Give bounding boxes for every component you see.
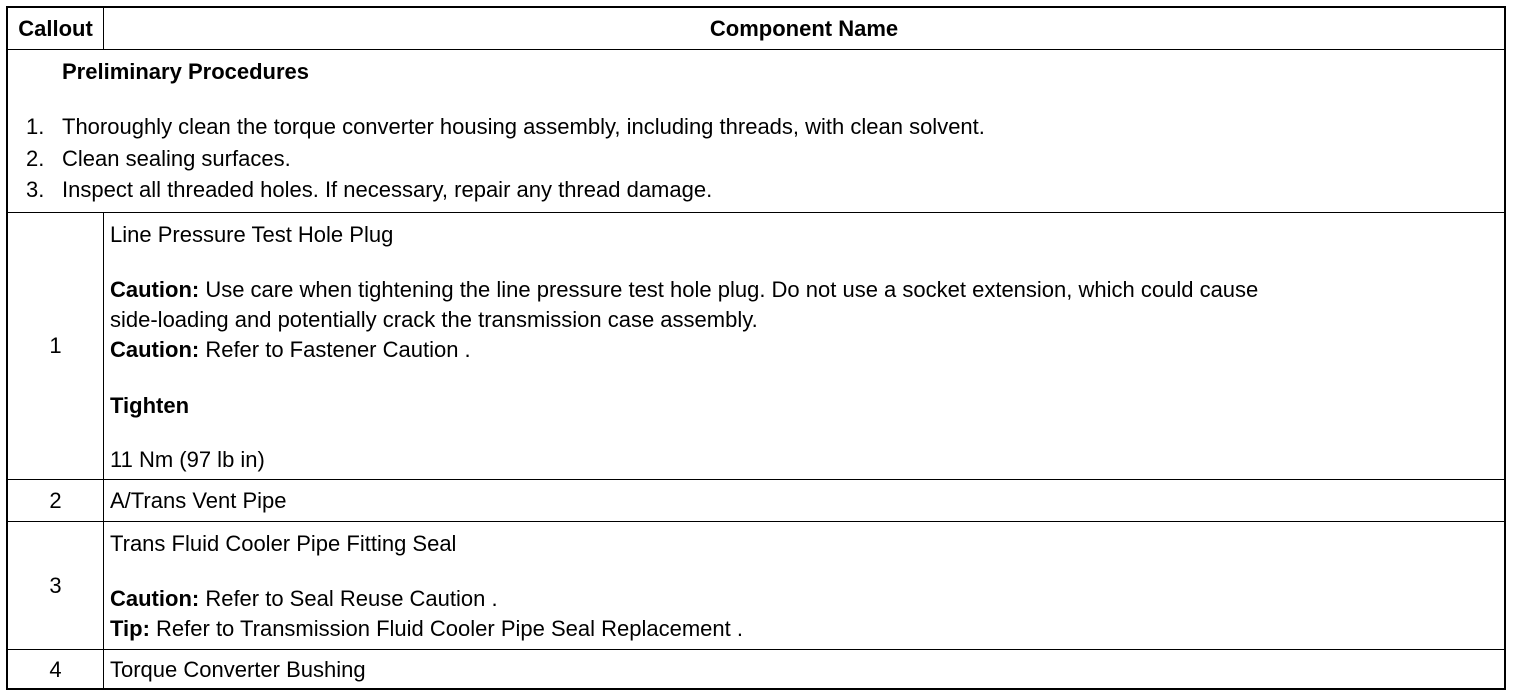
component-name: A/Trans Vent Pipe <box>110 488 287 513</box>
step-text: Inspect all threaded holes. If necessary, repair any thread damage. <box>62 177 713 202</box>
component-cell <box>104 522 1504 649</box>
component-cell <box>104 480 1504 521</box>
step-text: Thoroughly clean the torque converter housing assembly, including threads, with clean solvent. <box>62 114 985 139</box>
caution-text: Use care when tightening the line pressure test hole plug. Do not use a socket extension, which could cause <box>199 277 1259 302</box>
caution-text: Refer to Seal Reuse Caution . <box>199 586 498 611</box>
table-row <box>8 650 1504 690</box>
caution-label: Caution: <box>110 337 200 362</box>
tip-line <box>110 616 743 642</box>
caution-line <box>110 337 471 363</box>
component-table <box>6 6 1506 690</box>
caution-text-continued: side-loading and potentially crack the transmission case assembly. <box>110 307 758 332</box>
caution-text: Refer to Fastener Caution . <box>199 337 471 362</box>
preliminary-procedures <box>8 50 1504 213</box>
tip-label: Tip: <box>110 616 150 641</box>
caution-label: Caution: <box>110 277 200 302</box>
table-row <box>8 522 1504 650</box>
torque-spec: 11 Nm (97 lb in) <box>110 447 265 472</box>
callout-number: 3 <box>8 522 104 649</box>
callout-header: Callout <box>8 8 104 49</box>
step-number: 3. <box>26 177 45 202</box>
step-number: 2. <box>26 146 45 171</box>
component-cell <box>104 213 1504 479</box>
step-number: 1. <box>26 114 45 139</box>
component-name: Torque Converter Bushing <box>110 657 366 682</box>
tip-text: Refer to Transmission Fluid Cooler Pipe Seal Replacement . <box>149 616 743 641</box>
component-name: Trans Fluid Cooler Pipe Fitting Seal <box>110 531 457 556</box>
component-name-header: Component Name <box>709 15 899 41</box>
callout-number: 4 <box>8 650 104 690</box>
component-name: Line Pressure Test Hole Plug <box>110 222 394 247</box>
tighten-label: Tighten <box>110 393 190 418</box>
preliminary-title: Preliminary Procedures <box>62 59 310 84</box>
table-row <box>8 213 1504 480</box>
caution-line <box>110 586 498 612</box>
step-text: Clean sealing surfaces. <box>62 146 291 171</box>
component-cell <box>104 650 1504 690</box>
callout-number: 2 <box>8 480 104 521</box>
caution-line <box>110 277 1258 303</box>
table-row <box>8 480 1504 522</box>
callout-number: 1 <box>8 213 104 479</box>
caution-label: Caution: <box>110 586 200 611</box>
table-header-row <box>8 8 1504 50</box>
